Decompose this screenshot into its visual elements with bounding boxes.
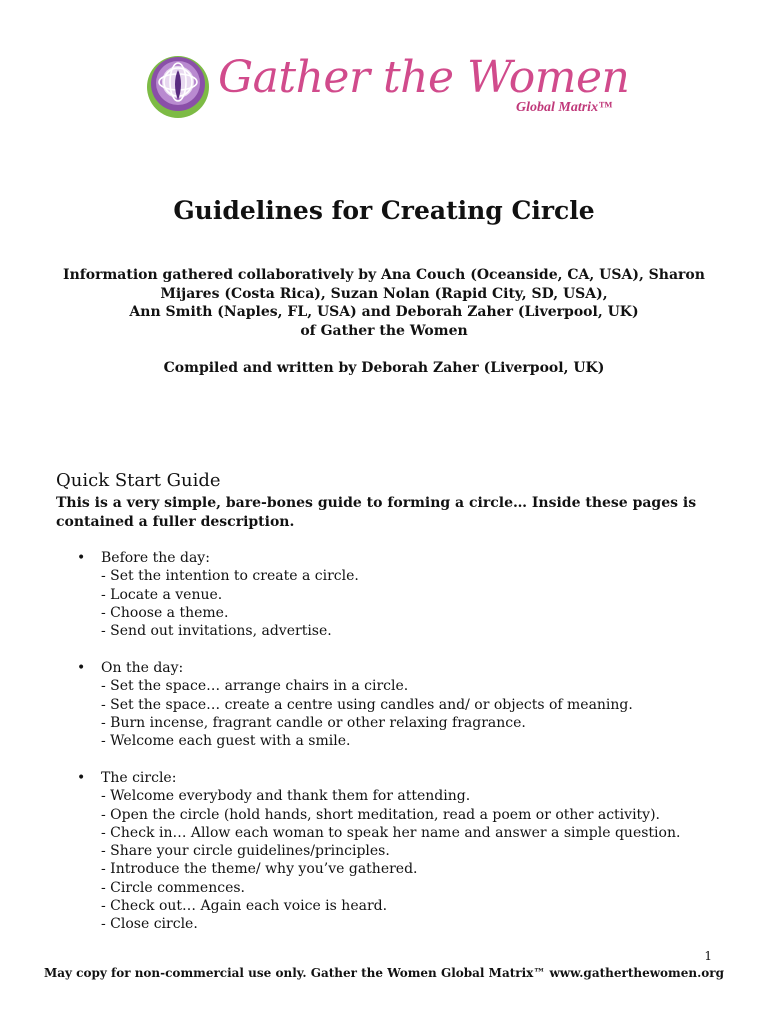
gather-the-women-logo xyxy=(144,52,634,122)
section-title: On the day: xyxy=(101,659,184,676)
list-sub-item: - Locate a venue. xyxy=(101,586,223,603)
quick-start-list xyxy=(56,549,736,952)
list-sub-item: - Share your circle guidelines/principles. xyxy=(101,843,390,860)
bullet-icon: • xyxy=(77,550,86,566)
section-title: Before the day: xyxy=(101,550,210,566)
list-item-before-the-day xyxy=(56,549,736,640)
list-sub-item: - Welcome each guest with a smile. xyxy=(101,733,351,750)
credits-block xyxy=(40,266,728,340)
compiled-by: Compiled and written by Deborah Zaher (Liverpool, UK) xyxy=(163,360,605,376)
list-sub-item: - Circle commences. xyxy=(101,879,245,896)
logo-subtitle: Global Matrix™ xyxy=(516,100,613,115)
list-sub-item: - Open the circle (hold hands, short meditation, read a poem or other activity). xyxy=(101,806,660,823)
section-title: The circle: xyxy=(101,769,177,786)
footer-note: May copy for non-commercial use only. Gather the Women Global Matrix™ www.gatherthewomen.org xyxy=(43,966,725,980)
list-item-on-the-day xyxy=(56,659,736,750)
circle-of-women-icon xyxy=(144,54,212,120)
list-sub-item: - Set the intention to create a circle. xyxy=(101,568,359,585)
credits-line: Mijares (Costa Rica), Suzan Nolan (Rapid City, SD, USA), xyxy=(160,285,608,302)
page-number: 1 xyxy=(704,949,712,963)
credits-line: Ann Smith (Naples, FL, USA) and Deborah Zaher (Liverpool, UK) xyxy=(129,304,639,320)
quick-start-heading: Quick Start Guide xyxy=(56,470,221,491)
list-sub-item: - Set the space… create a centre using candles and/ or objects of meaning. xyxy=(101,696,633,713)
list-sub-item: - Choose a theme. xyxy=(101,604,229,621)
credits-line: Information gathered collaboratively by Ana Couch (Oceanside, CA, USA), Sharon xyxy=(63,267,705,283)
list-sub-item: - Close circle. xyxy=(101,916,198,933)
list-sub-item: - Burn incense, fragrant candle or other relaxing fragrance. xyxy=(101,714,526,731)
list-sub-item: - Welcome everybody and thank them for attending. xyxy=(101,788,471,805)
list-sub-item: - Introduce the theme/ why you’ve gathered. xyxy=(101,861,418,878)
list-sub-item: - Check in… Allow each woman to speak her name and answer a simple question. xyxy=(101,824,681,841)
bullet-icon: • xyxy=(77,769,86,786)
list-item-the-circle xyxy=(56,769,736,934)
quick-start-intro: This is a very simple, bare-bones guide to forming a circle… Inside these pages is contained a fuller description. xyxy=(56,495,697,530)
list-sub-item: - Set the space… arrange chairs in a circle. xyxy=(101,678,409,695)
logo-wordmark: Gather the Women xyxy=(218,52,630,103)
bullet-icon: • xyxy=(77,659,86,676)
page-title: Guidelines for Creating Circle xyxy=(173,196,595,225)
credits-line: of Gather the Women xyxy=(300,322,468,339)
list-sub-item: - Send out invitations, advertise. xyxy=(101,623,332,640)
list-sub-item: - Check out… Again each voice is heard. xyxy=(101,898,388,915)
